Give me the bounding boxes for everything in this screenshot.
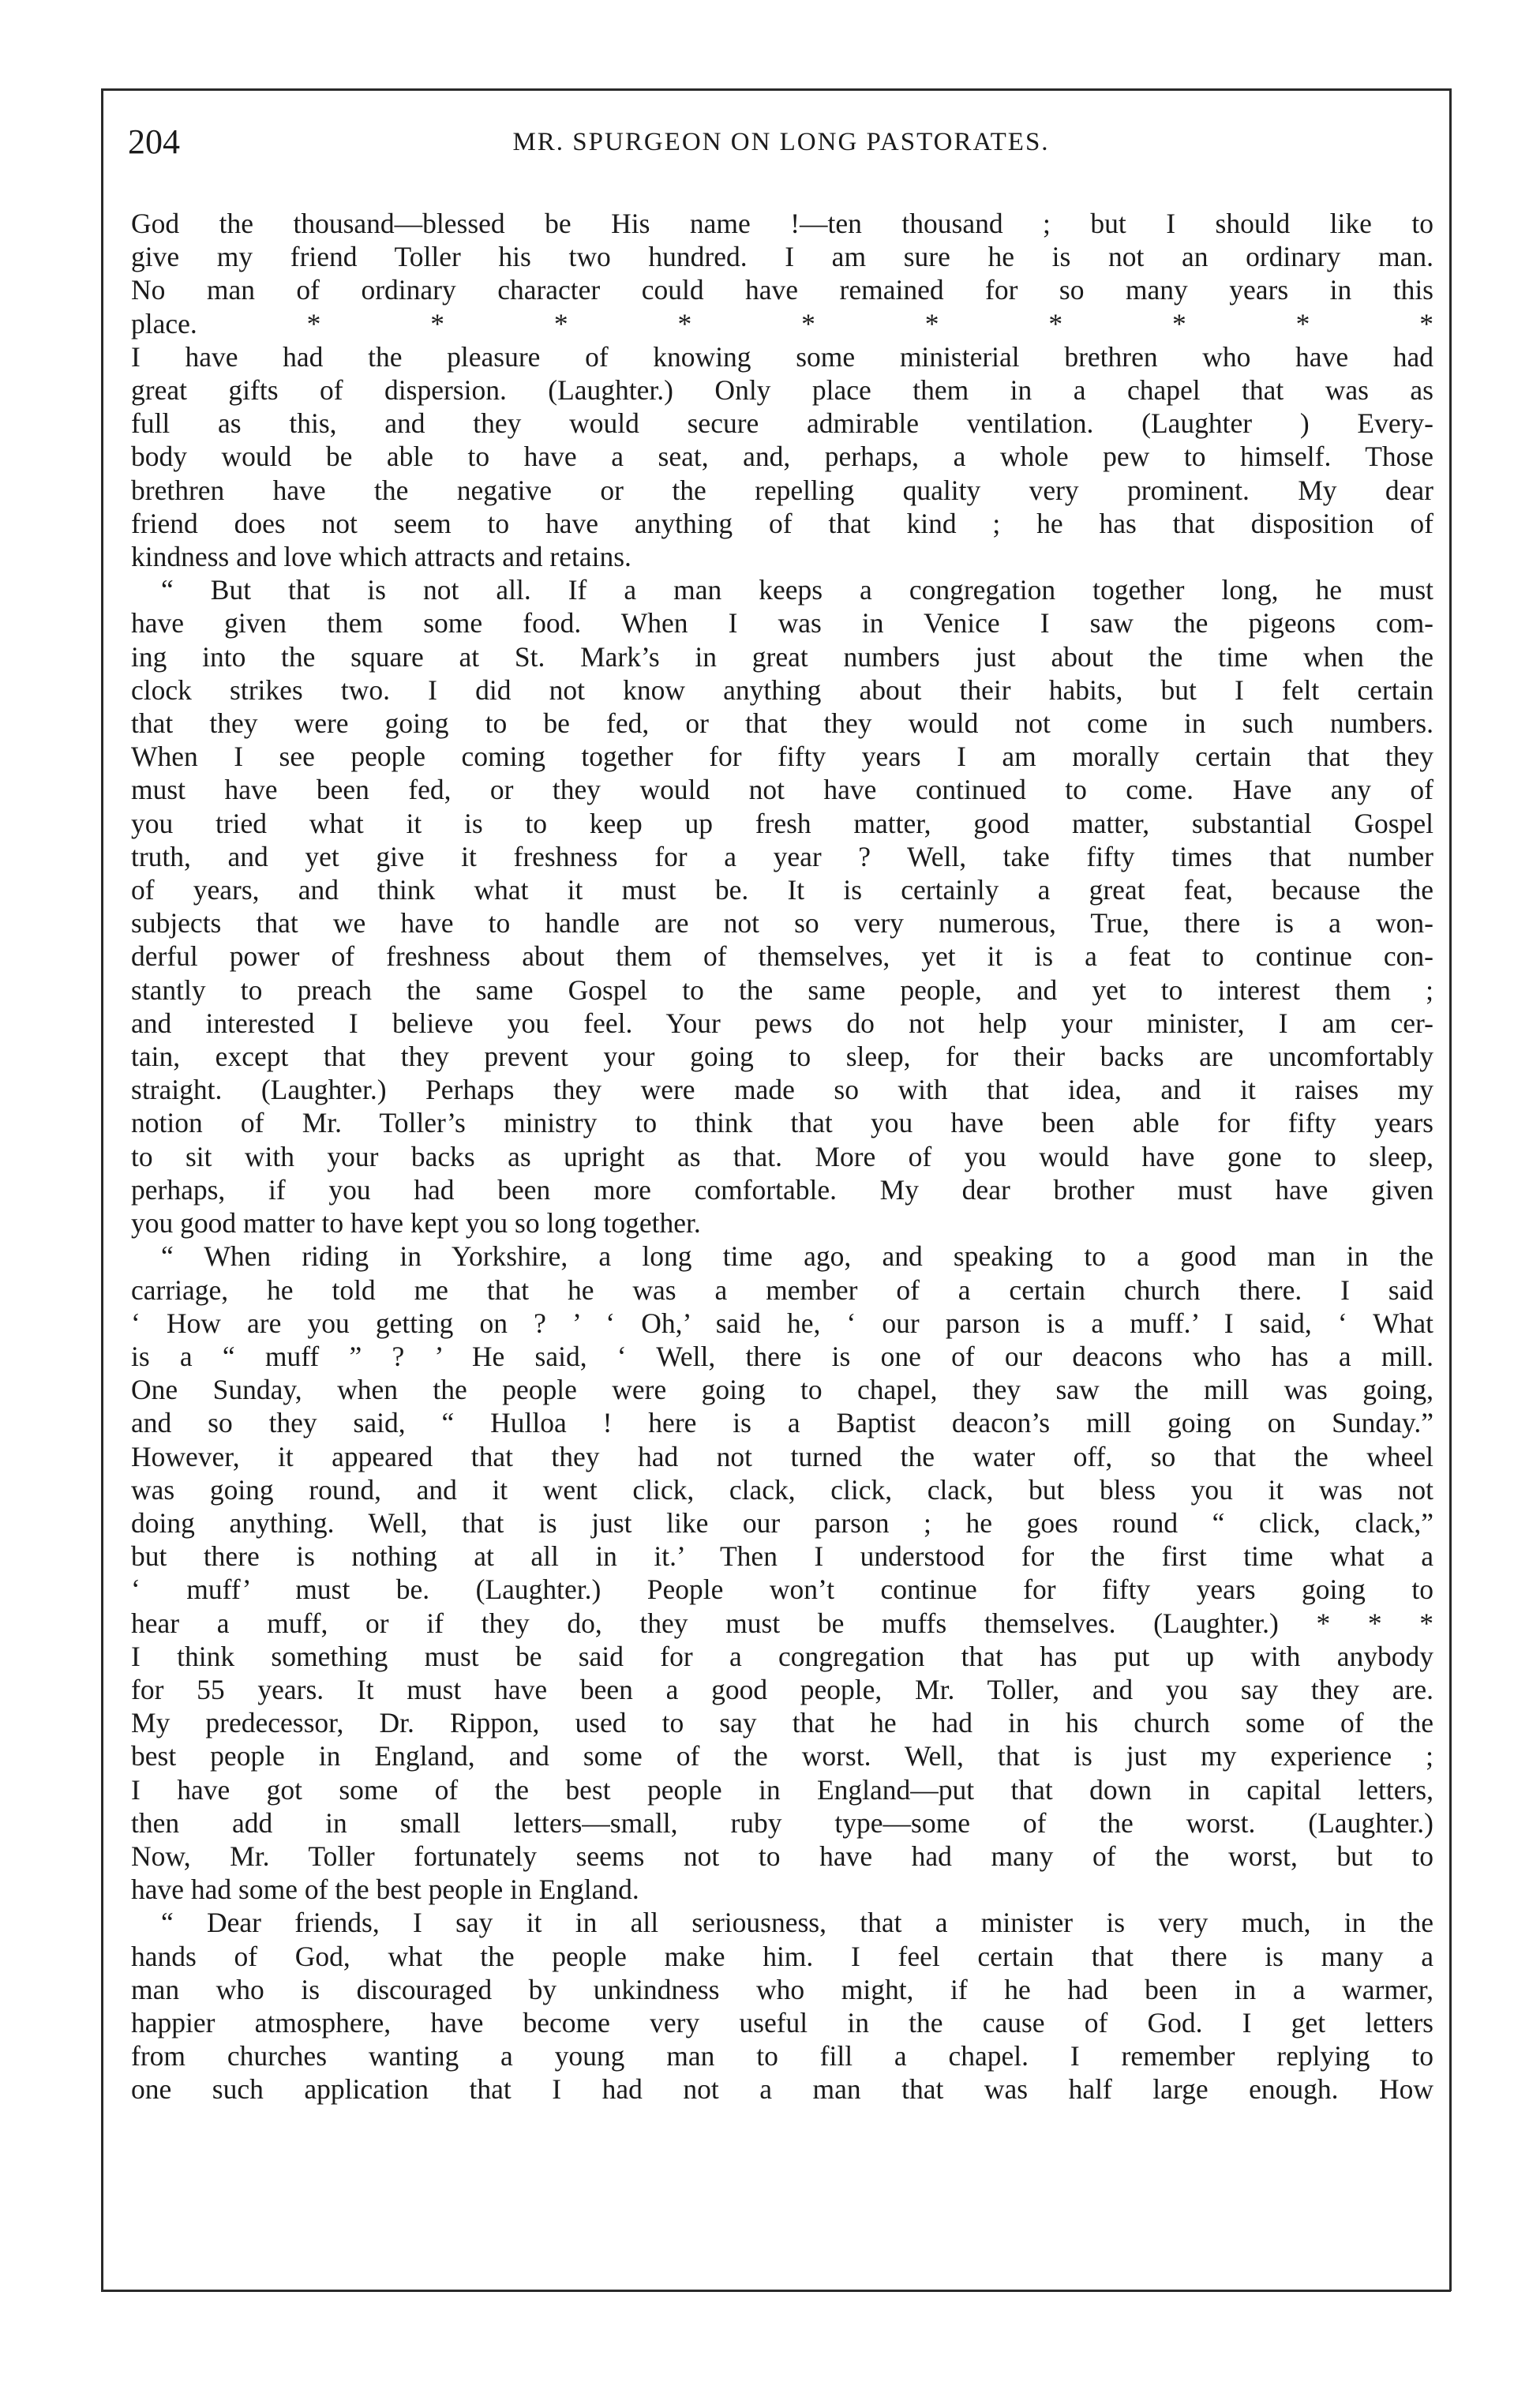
paragraph xyxy=(131,1906,1433,2106)
text-line: from churches wanting a young man to fill a chapel. I remember replying to xyxy=(131,2040,1433,2072)
text-line: stantly to preach the same Gospel to the same people, and yet to interest them ; xyxy=(131,973,1433,1006)
text-line: and interested I believe you feel. Your pews do not help your minister, I am cer- xyxy=(131,1007,1433,1039)
text-line: I have had the pleasure of knowing some ministerial brethren who have had xyxy=(131,340,1433,373)
text-line: ‘ How are you getting on ? ’ ‘ Oh,’ said he, ‘ our parson is a muff.’ I said, ‘ What xyxy=(131,1307,1433,1339)
text-line: ‘ muff’ must be. (Laughter.) People won’t continue for fifty years going to xyxy=(131,1573,1433,1606)
text-line: that they were going to be fed, or that they would not come in such numbers. xyxy=(131,707,1433,740)
text-line: derful power of freshness about them of themselves, yet it is a feat to continue con- xyxy=(131,940,1433,973)
text-line: is a “ muff ” ? ’ He said, ‘ Well, there is one of our deacons who has a mill. xyxy=(131,1340,1433,1372)
text-line: When I see people coming together for fifty years I am morally certain that they xyxy=(131,741,1433,773)
text-line: place. * * * * * * * * * * xyxy=(131,307,1433,339)
text-line: brethren have the negative or the repelling quality very prominent. My dear xyxy=(131,474,1433,506)
text-line: straight. (Laughter.) Perhaps they were made so with that idea, and it raises my xyxy=(131,1074,1433,1106)
frame-left-rule xyxy=(101,88,103,2291)
text-line: perhaps, if you had been more comfortable. My dear brother must have given xyxy=(131,1173,1433,1206)
text-line: clock strikes two. I did not know anything about their habits, but I felt certain xyxy=(131,673,1433,706)
text-line: friend does not seem to have anything of that kind ; he has that disposition of xyxy=(131,507,1433,539)
text-line: kindness and love which attracts and retains. xyxy=(131,541,631,573)
text-line: man who is discouraged by unkindness who might, if he had been in a warmer, xyxy=(131,1973,1433,2005)
text-line: must have been fed, or they would not have continued to come. Have any of xyxy=(131,774,1433,806)
text-line: I think something must be said for a congregation that has put up with anybody xyxy=(131,1640,1433,1672)
text-line: full as this, and they would secure admirable ventilation. (Laughter ) Every- xyxy=(131,407,1433,440)
text-line: carriage, he told me that he was a member of a certain church there. I said xyxy=(131,1273,1433,1306)
text-line: notion of Mr. Toller’s ministry to think that you have been able for fifty years xyxy=(131,1107,1433,1139)
text-line: I have got some of the best people in England—put that down in capital letters, xyxy=(131,1773,1433,1806)
text-line: great gifts of dispersion. (Laughter.) Only place them in a chapel that was as xyxy=(131,374,1433,407)
text-line: doing anything. Well, that is just like our parson ; he goes round “ click, clack,” xyxy=(131,1506,1433,1539)
text-line: have had some of the best people in England. xyxy=(131,1874,639,1906)
text-line: hear a muff, or if they do, they must be muffs themselves. (Laughter.) * * * xyxy=(131,1607,1433,1639)
text-line: However, it appeared that they had not turned the water off, so that the wheel xyxy=(131,1440,1433,1472)
text-line: one such application that I had not a man that was half large enough. How xyxy=(131,2073,1433,2106)
text-line: ing into the square at St. Mark’s in great numbers just about the time when the xyxy=(131,640,1433,673)
frame-right-rule xyxy=(1449,88,1452,2291)
text-line: One Sunday, when the people were going to chapel, they saw the mill was going, xyxy=(131,1374,1433,1406)
frame-bottom-rule xyxy=(101,2290,1451,2292)
text-line: have given them some food. When I was in Venice I saw the pigeons com- xyxy=(131,607,1433,640)
text-line: but there is nothing at all in it.’ Then I understood for the first time what a xyxy=(131,1540,1433,1573)
text-line: “ When riding in Yorkshire, a long time ago, and speaking to a good man in the xyxy=(161,1240,1433,1273)
text-line: truth, and yet give it freshness for a year ? Well, take fifty times that number xyxy=(131,840,1433,872)
text-line: give my friend Toller his two hundred. I am sure he is not an ordinary man. xyxy=(131,241,1433,273)
paragraph xyxy=(131,573,1433,1240)
frame-top-rule xyxy=(101,88,1451,91)
text-line: happier atmosphere, have become very useful in the cause of God. I get letters xyxy=(131,2006,1433,2039)
text-line: you good matter to have kept you so long together. xyxy=(131,1207,701,1240)
body-text xyxy=(131,207,1433,2106)
text-line: body would be able to have a seat, and, perhaps, a whole pew to himself. Those xyxy=(131,441,1433,473)
text-line: was going round, and it went click, clack, click, clack, but bless you it was not xyxy=(131,1473,1433,1506)
text-line: to sit with your backs as upright as that. More of you would have gone to sleep, xyxy=(131,1140,1433,1172)
text-line: of years, and think what it must be. It is certainly a great feat, because the xyxy=(131,874,1433,906)
text-line: for 55 years. It must have been a good people, Mr. Toller, and you say they are. xyxy=(131,1673,1433,1705)
paragraph xyxy=(131,207,1433,573)
text-line: then add in small letters—small, ruby type—some of the worst. (Laughter.) xyxy=(131,1806,1433,1839)
page-header xyxy=(128,118,1434,166)
text-line: My predecessor, Dr. Rippon, used to say that he had in his church some of the xyxy=(131,1707,1433,1739)
text-line: subjects that we have to handle are not so very numerous, True, there is a won- xyxy=(131,907,1433,940)
paragraph xyxy=(131,1240,1433,1906)
text-line: and so they said, “ Hulloa ! here is a Baptist deacon’s mill going on Sunday.” xyxy=(131,1407,1433,1439)
text-line: Now, Mr. Toller fortunately seems not to have had many of the worst, but to xyxy=(131,1840,1433,1872)
text-line: “ But that is not all. If a man keeps a congregation together long, he must xyxy=(161,574,1433,606)
text-line: God the thousand—blessed be His name !—ten thousand ; but I should like to xyxy=(131,208,1433,239)
text-line: tain, except that they prevent your going to sleep, for their backs are uncomfortably xyxy=(131,1041,1433,1073)
text-line: you tried what it is to keep up fresh matter, good matter, substantial Gospel xyxy=(131,807,1433,839)
text-line: best people in England, and some of the worst. Well, that is just my experience ; xyxy=(131,1740,1433,1772)
text-line: No man of ordinary character could have remained for so many years in this xyxy=(131,274,1433,306)
running-title: MR. SPURGEON ON LONG PASTORATES. xyxy=(512,128,1050,156)
text-line: hands of God, what the people make him. I feel certain that there is many a xyxy=(131,1940,1433,1972)
text-line: “ Dear friends, I say it in all seriousness, that a minister is very much, in the xyxy=(161,1907,1433,1939)
page-number: 204 xyxy=(128,122,180,161)
